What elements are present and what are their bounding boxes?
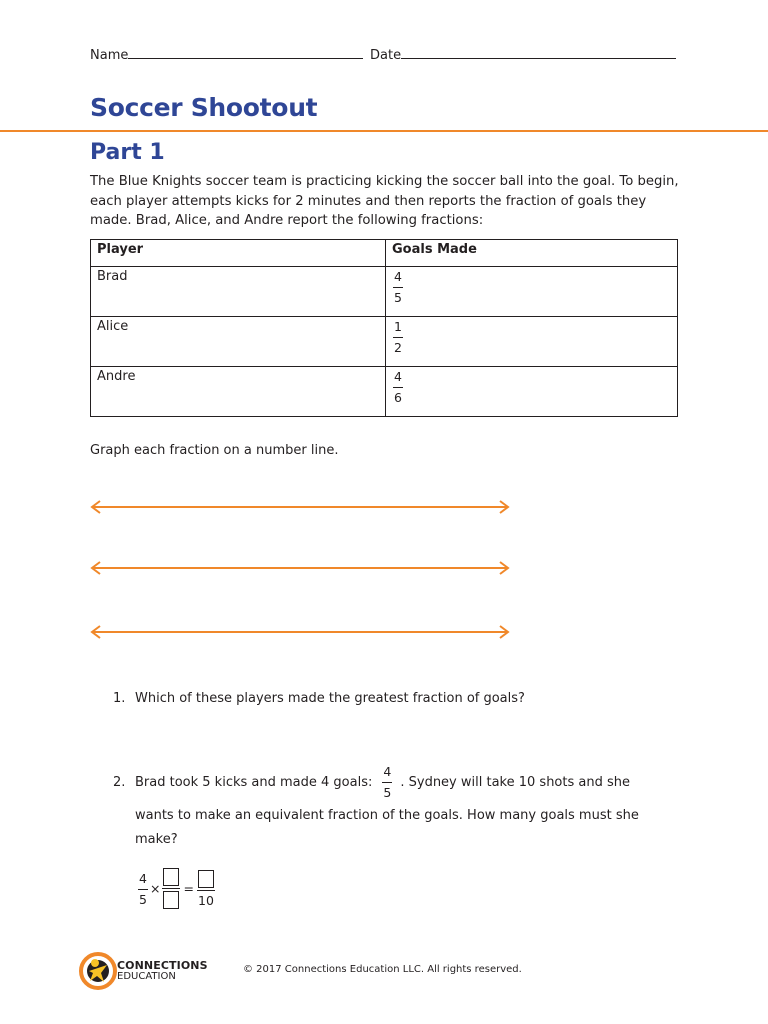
result-fraction xyxy=(197,870,215,908)
player-cell: Alice xyxy=(91,317,386,367)
denominator: 2 xyxy=(394,340,402,355)
fraction xyxy=(393,270,403,305)
result-box-numerator[interactable] xyxy=(198,870,214,888)
question-text-b: . Sydney will take 10 shots and she xyxy=(400,774,630,790)
player-cell: Brad xyxy=(91,267,386,317)
date-line xyxy=(401,46,676,59)
equals-sign: = xyxy=(183,881,194,896)
goals-cell xyxy=(386,367,678,417)
date-field xyxy=(370,46,676,63)
denominator: 5 xyxy=(139,891,147,907)
date-label: Date xyxy=(370,48,402,63)
fraction xyxy=(393,320,403,355)
header-goals: Goals Made xyxy=(386,240,678,267)
numerator: 4 xyxy=(139,870,147,886)
number-line-2[interactable] xyxy=(90,561,510,575)
section-heading: Part 1 xyxy=(90,140,165,165)
number-line-1[interactable] xyxy=(90,500,510,514)
player-cell: Andre xyxy=(91,367,386,417)
logo-icon xyxy=(79,951,119,991)
question-2 xyxy=(113,765,683,852)
numerator: 4 xyxy=(383,764,392,779)
table-row xyxy=(91,317,678,367)
question-text-d: make? xyxy=(135,832,178,847)
fraction xyxy=(393,370,403,405)
question-1 xyxy=(113,687,525,711)
logo-text-bottom: EDUCATION xyxy=(117,971,176,982)
name-line xyxy=(128,46,363,59)
question-text-c: wants to make an equivalent fraction of the goals. How many goals must she xyxy=(135,808,639,823)
answer-box-numerator[interactable] xyxy=(163,868,179,886)
name-label: Name xyxy=(90,48,129,63)
number-line-3[interactable] xyxy=(90,625,510,639)
answer-box-denominator[interactable] xyxy=(163,891,179,909)
title-divider xyxy=(0,130,768,132)
denominator: 5 xyxy=(394,290,402,305)
name-field xyxy=(90,46,363,63)
numerator: 1 xyxy=(394,319,402,334)
numerator: 4 xyxy=(394,269,402,284)
answer-fraction xyxy=(162,868,180,909)
header-player: Player xyxy=(91,240,386,267)
denominator: 10 xyxy=(198,892,214,908)
connections-logo xyxy=(79,951,209,991)
copyright: © 2017 Connections Education LLC. All rights reserved. xyxy=(243,964,522,975)
table-row xyxy=(91,267,678,317)
table-row xyxy=(91,367,678,417)
intro-paragraph: The Blue Knights soccer team is practicing kicking the soccer ball into the goal. To begin, each player attempts kicks for 2 minutes and then reports the fraction of goals they made. Brad, Alice, and Andre report the following fractions: xyxy=(90,174,679,228)
table-header-row xyxy=(91,240,678,267)
goals-cell xyxy=(386,267,678,317)
fraction xyxy=(138,872,148,907)
fraction xyxy=(382,765,392,800)
numerator: 4 xyxy=(394,369,402,384)
goals-table xyxy=(90,239,678,417)
question-text: Which of these players made the greatest fraction of goals? xyxy=(135,691,525,706)
question-number: 2. xyxy=(113,774,126,790)
question-text-a: Brad took 5 kicks and made 4 goals: xyxy=(135,774,373,790)
denominator: 6 xyxy=(394,390,402,405)
graph-instruction: Graph each fraction on a number line. xyxy=(90,443,339,458)
times-sign: × xyxy=(150,881,161,896)
equation xyxy=(137,868,215,909)
denominator: 5 xyxy=(383,785,392,800)
goals-cell xyxy=(386,317,678,367)
page-title: Soccer Shootout xyxy=(90,93,318,122)
logo-text-top: CONNECTIONS xyxy=(117,959,208,972)
question-number: 1. xyxy=(113,691,126,706)
